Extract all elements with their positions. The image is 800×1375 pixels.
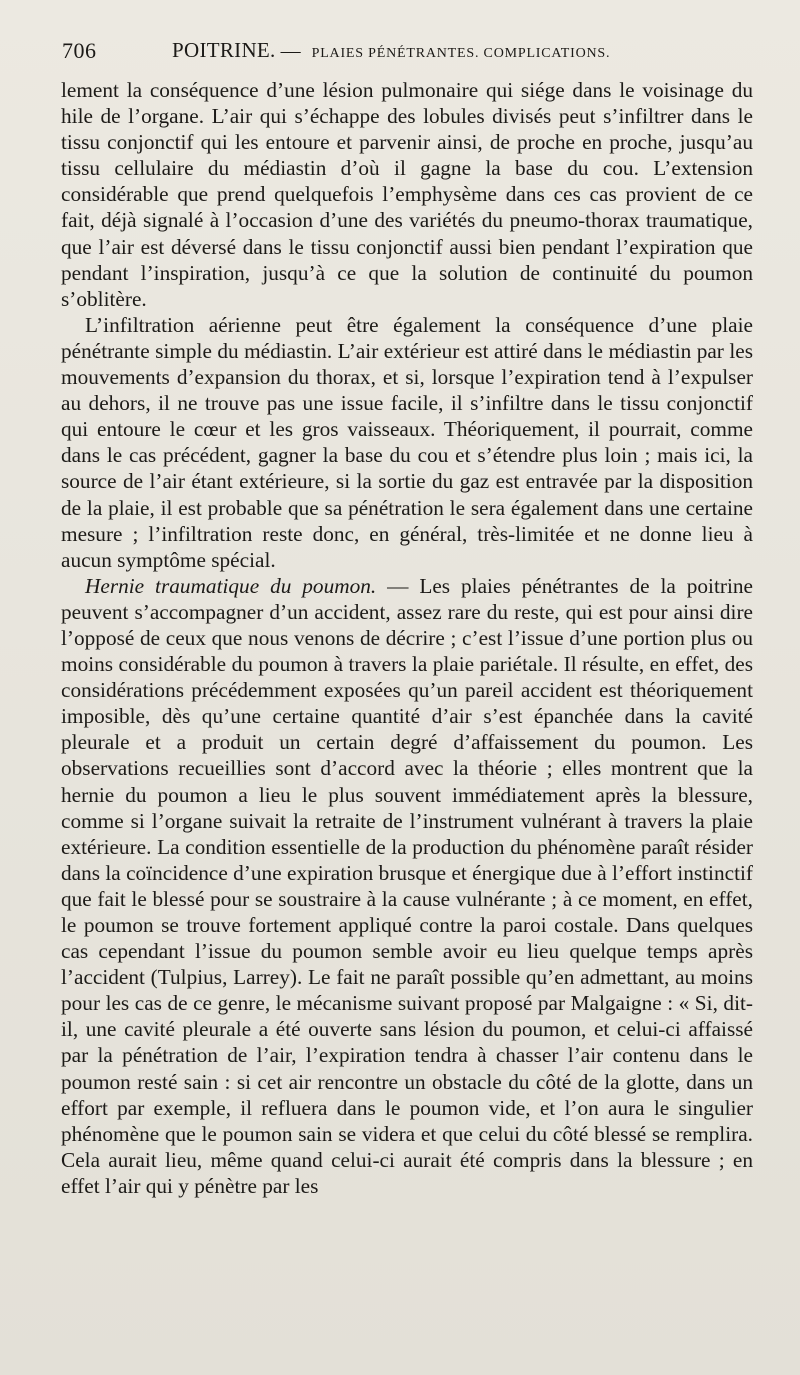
paragraph-hernie: [61, 573, 753, 1199]
page-number: 706: [62, 38, 97, 63]
chapter-title: POITRINE.: [172, 38, 276, 62]
paragraph-continuation: [61, 77, 753, 312]
body-text: [61, 77, 753, 1199]
paragraph-text: L’infiltration aérienne peut être également la conséquence d’une plaie pénétrante simple du médiastin. L’air extérieur est attiré dans le médiastin par les mouvements d’expansion du thorax, et si, lorsque l’expiration tend à l’expulser au dehors, il ne trouve pas une issue facile, il s’infiltre dans le tissu conjonctif qui entoure le cœur et les gros vaisseaux. Théoriquement, il pourrait, comme dans le cas précédent, gagner la base du cou et s’étendre plus loin ; mais ici, la source de l’air étant extérieure, si la sortie du gaz est entravée par la disposition de la plaie, il est probable que sa pénétration le sera également dans une certaine mesure ; l’infiltration reste donc, en général, très-limitée et ne donne lieu à aucun symptôme spécial.: [61, 312, 753, 572]
running-head: [172, 38, 610, 63]
paragraph-mediastin: [61, 312, 753, 573]
section-title: PLAIES PÉNÉTRANTES. COMPLICATIONS.: [311, 46, 611, 61]
running-header: [62, 38, 758, 68]
paragraph-text: — Les plaies pénétrantes de la poitrine peuvent s’accompagner d’un accident, assez rare du reste, qui est pour ainsi dire l’opposé de ceux que nous venons de décrire ; c’est l’issue d’une portion plus ou moins considérable du poumon à travers la plaie pariétale. Il résulte, en effet, des considérations précédemment exposées qu’un pareil accident est théoriquement imposible, dès qu’une certaine quantité d’air s’est épanchée dans la cavité pleurale et a produit un certain degré d’affaissement du poumon. Les observations recueillies sont d’accord avec la théorie ; elles montrent que la hernie du poumon a lieu le plus souvent immédiatement après la blessure, comme si l’organe suivait la retraite de l’instrument vulnérant à travers la plaie extérieure. La condition essentielle de la production du phénomène paraît résider dans la coïncidence d’une expiration brusque et énergique due à l’effort instinctif que fait le blessé pour se soustraire à la cause vulnérante ; à ce moment, en effet, le poumon se trouve fortement appliqué contre la paroi costale. Dans quelques cas cependant l’issue du poumon semble avoir eu lieu quelque temps après l’accident (Tulpius, Larrey). Le fait ne paraît possible qu’en admettant, au moins pour les cas de ce genre, le mécanisme suivant proposé par Malgaigne : « Si, dit-il, une cavité pleurale a été ouverte sans lésion du poumon, et celui-ci affaissé par la pénétration de l’air, l’expiration tendra à chasser l’air contenu dans le poumon resté sain : si cet air rencontre un obstacle du côté de la glotte, dans un effort par exemple, il refluera dans le poumon vide, et l’on aura le singulier phénomène que le poumon sain se videra et que celui du côté blessé se remplira. Cela aurait lieu, même quand celui-ci aurait été compris dans la blessure ; en effet l’air qui y pénètre par les: [61, 573, 753, 1198]
section-heading: Hernie traumatique du poumon.: [85, 573, 377, 598]
header-dash: —: [280, 40, 301, 62]
paragraph-text: lement la conséquence d’une lésion pulmonaire qui siége dans le voisinage du hile de l’organe. L’air qui s’échappe des lobules divisés peut s’infiltrer dans le tissu conjonctif qui les entoure et parvenir ainsi, de proche en proche, jusqu’au tissu cellulaire du médiastin d’où il gagne la base du cou. L’extension considérable que prend quelquefois l’emphysème dans ces cas provient de ce fait, déjà signalé à l’occasion d’une des variétés du pneumo-thorax traumatique, que l’air est déversé dans le tissu conjonctif aussi bien pendant l’expiration que pendant l’inspiration, jusqu’à ce que la solution de continuité du poumon s’oblitère.: [61, 78, 753, 311]
